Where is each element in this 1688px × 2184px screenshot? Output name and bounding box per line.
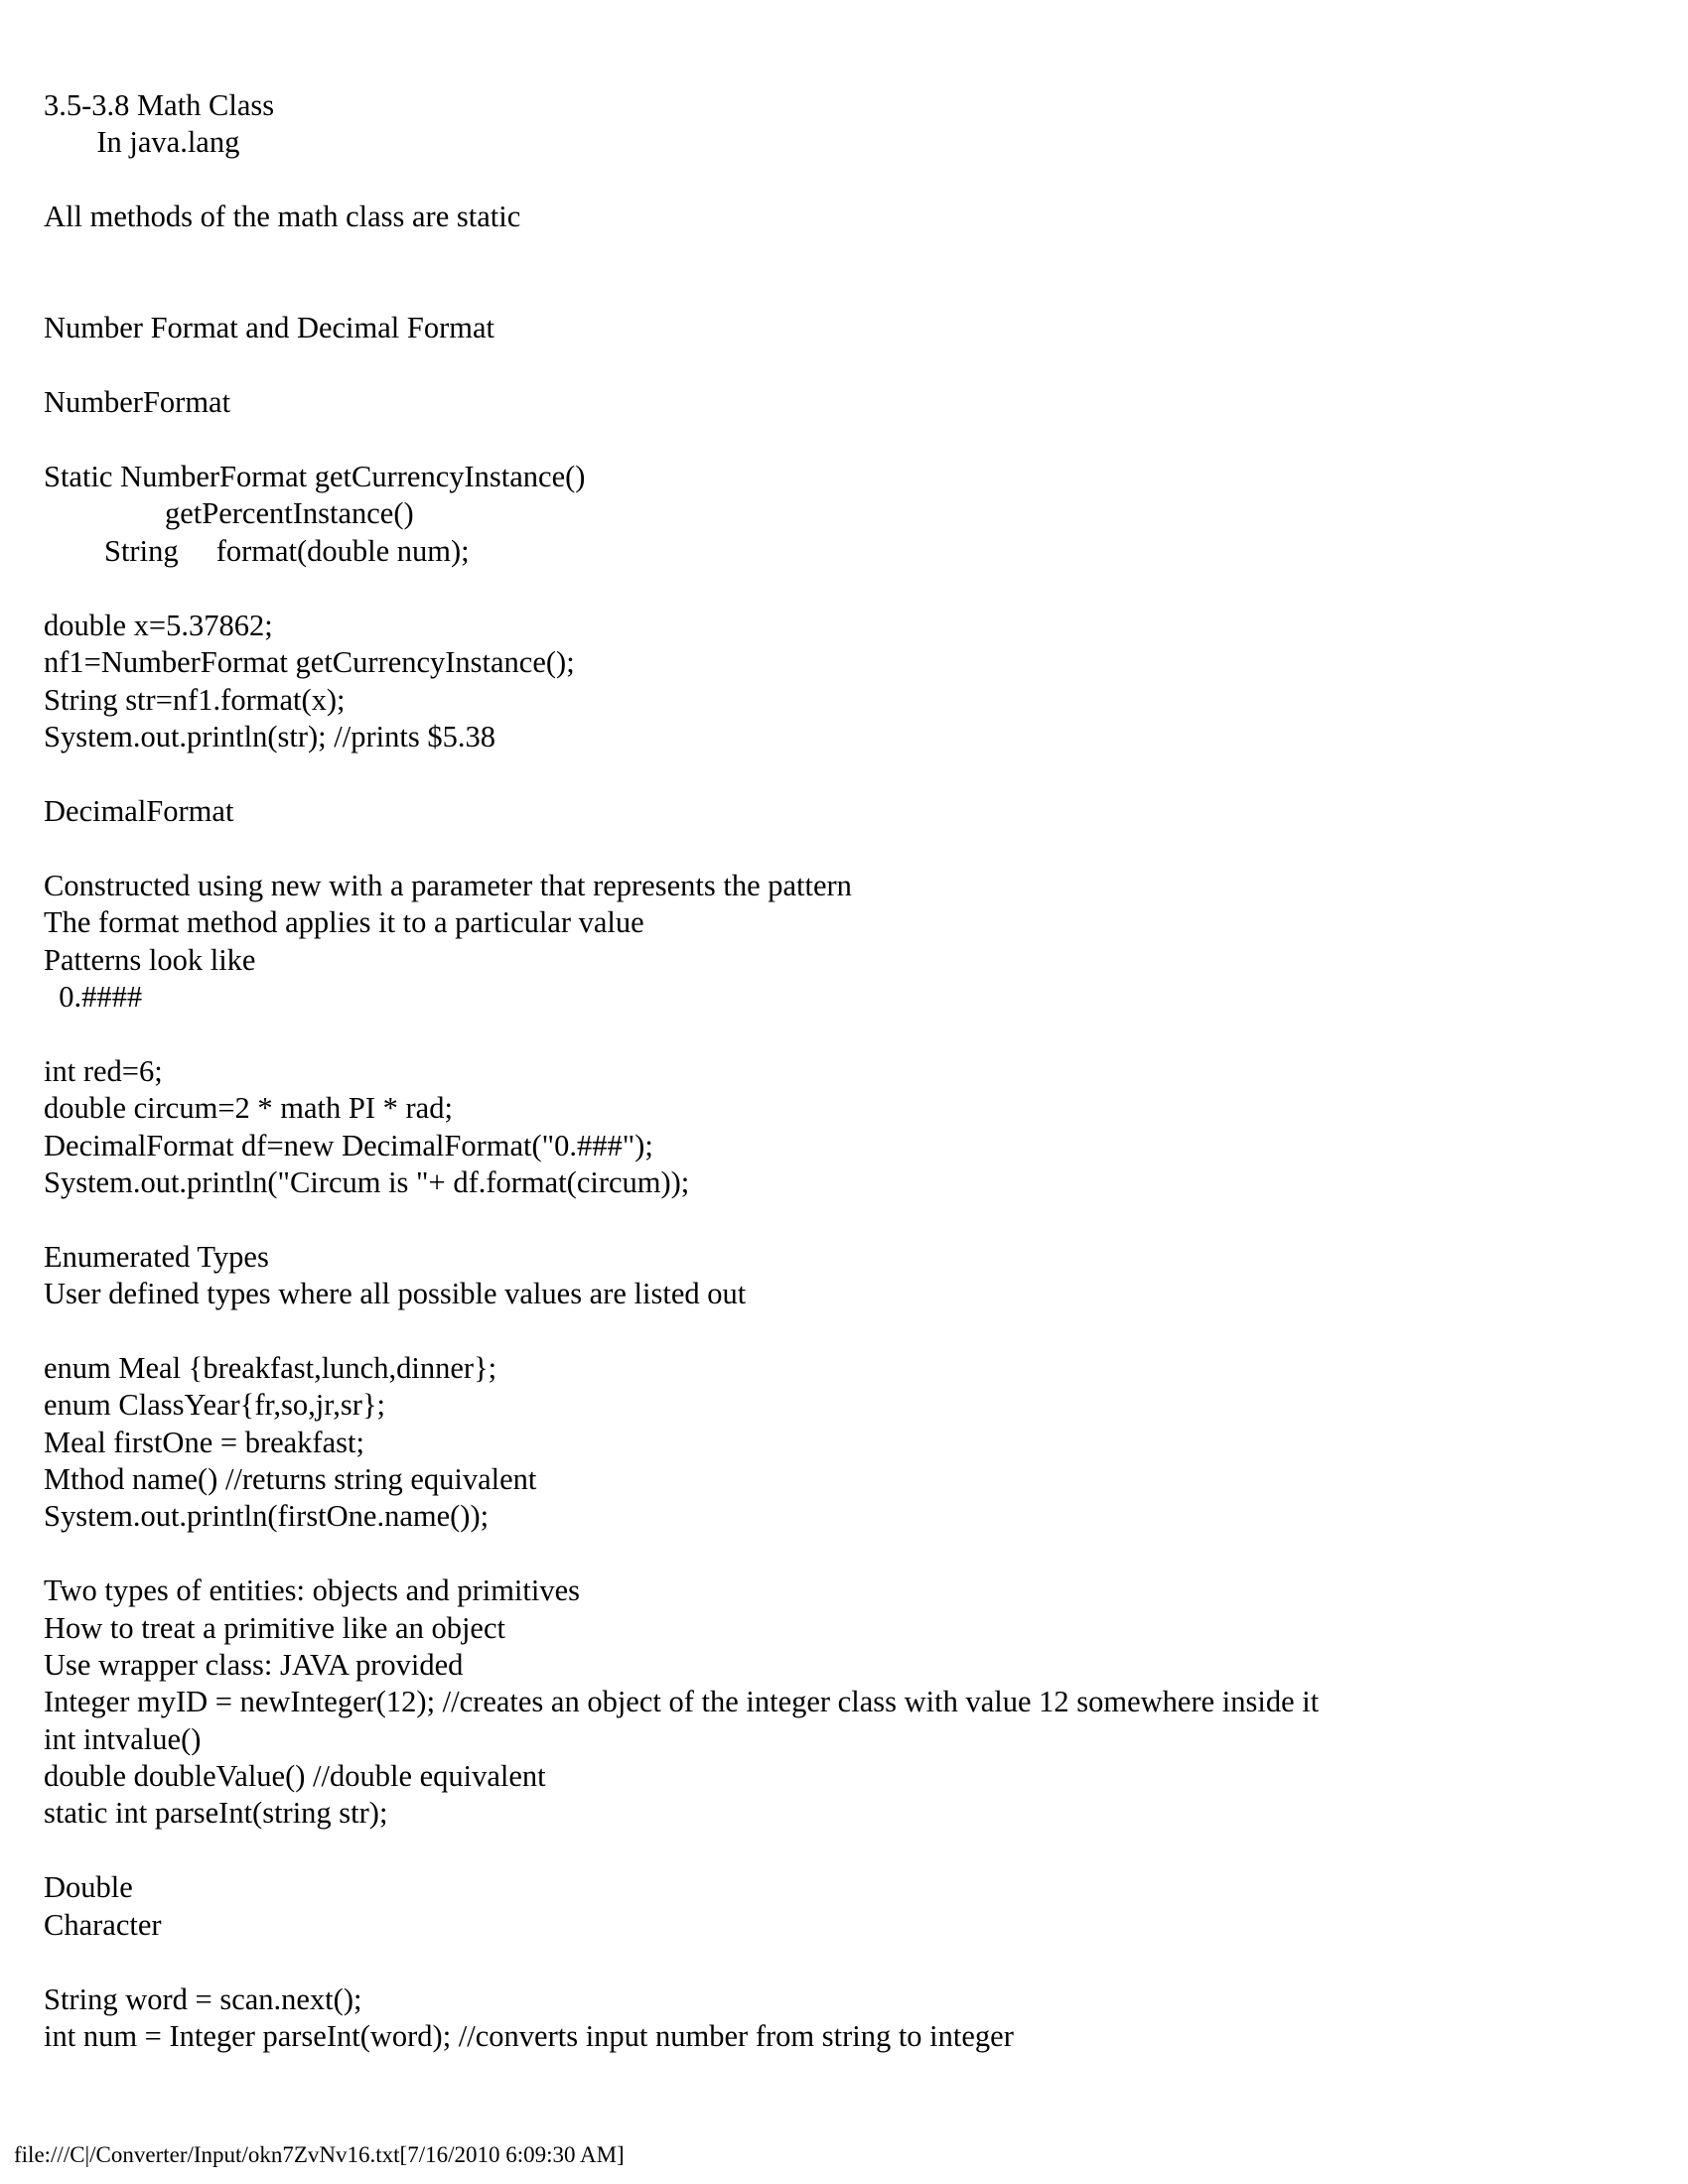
heading-enumerated-types: Enumerated Types: [44, 1240, 269, 1274]
code-line: static int parseInt(string str);: [44, 1796, 388, 1830]
text-line: All methods of the math class are static: [44, 200, 521, 233]
text-line: In java.lang: [44, 125, 240, 159]
text-line: The format method applies it to a particular value: [44, 905, 644, 939]
code-line: int red=6;: [44, 1054, 163, 1088]
footer-file-path: file:///C|/Converter/Input/okn7ZvNv16.txt[7/16/2010 6:09:30 AM]: [14, 2142, 625, 2167]
text-line: Constructed using new with a parameter that represents the pattern: [44, 869, 852, 902]
code-line: System.out.println(firstOne.name());: [44, 1499, 490, 1533]
code-line: enum Meal {breakfast,lunch,dinner};: [44, 1351, 497, 1385]
text-line: User defined types where all possible values are listed out: [44, 1277, 747, 1310]
code-line: int num = Integer parseInt(word); //converts input number from string to integer: [44, 2019, 1014, 2053]
code-line: getPercentInstance(): [44, 496, 414, 530]
code-line: String word = scan.next();: [44, 1982, 362, 2016]
code-line: Integer myID = newInteger(12); //creates an object of the integer class with value 12 somewhere inside it: [44, 1685, 1320, 1718]
code-line: String str=nf1.format(x);: [44, 683, 346, 717]
text-line: Patterns look like: [44, 943, 256, 977]
code-line: Static NumberFormat getCurrencyInstance(): [44, 460, 586, 493]
code-line: Mthod name() //returns string equivalent: [44, 1462, 537, 1496]
text-line: Two types of entities: objects and primitives: [44, 1573, 580, 1607]
heading-numberformat: NumberFormat: [44, 385, 231, 419]
text-line: Use wrapper class: JAVA provided: [44, 1648, 464, 1682]
text-line: Character: [44, 1908, 162, 1942]
heading-decimalformat: DecimalFormat: [44, 794, 234, 828]
text-line: How to treat a primitive like an object: [44, 1611, 505, 1645]
code-line: enum ClassYear{fr,so,jr,sr};: [44, 1388, 385, 1422]
code-line: System.out.println(str); //prints $5.38: [44, 720, 495, 753]
code-line: double circum=2 * math PI * rad;: [44, 1091, 453, 1125]
code-line: nf1=NumberFormat getCurrencyInstance();: [44, 645, 575, 679]
code-line: Meal firstOne = breakfast;: [44, 1426, 364, 1459]
code-line: System.out.println("Circum is "+ df.format(circum));: [44, 1165, 690, 1199]
code-line: double doubleValue() //double equivalent: [44, 1759, 546, 1793]
code-line: String format(double num);: [44, 534, 470, 568]
code-line: 0.####: [44, 980, 143, 1014]
heading-math-class: 3.5-3.8 Math Class: [44, 88, 275, 122]
heading-number-format: Number Format and Decimal Format: [44, 311, 495, 344]
code-line: DecimalFormat df=new DecimalFormat("0.###");: [44, 1129, 653, 1162]
code-line: int intvalue(): [44, 1722, 202, 1756]
text-line: Double: [44, 1870, 133, 1904]
code-line: double x=5.37862;: [44, 609, 273, 642]
